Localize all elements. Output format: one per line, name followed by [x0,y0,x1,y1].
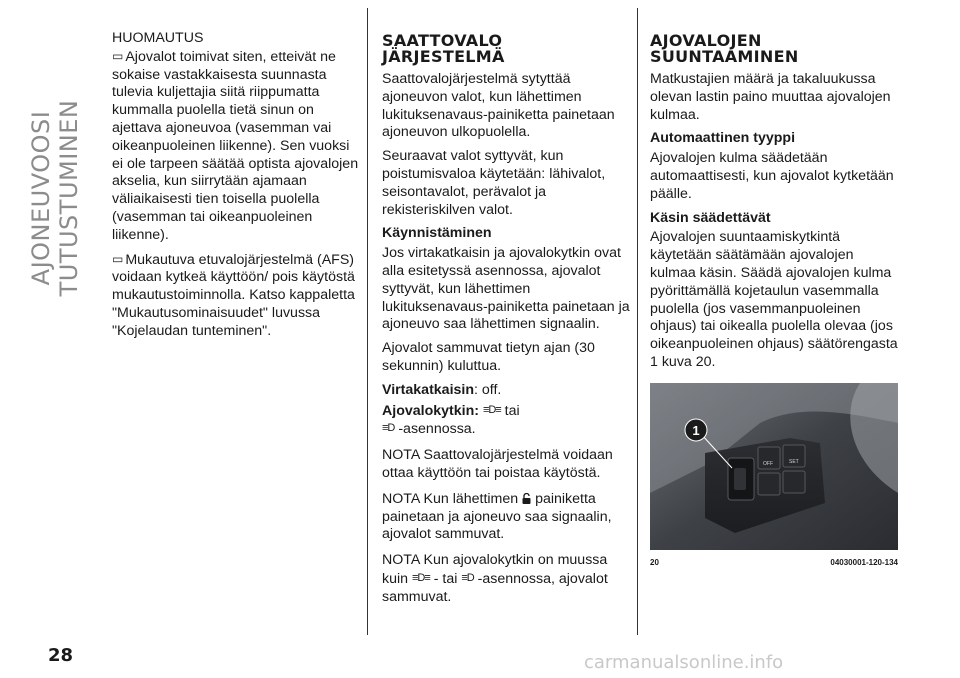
nota-2: NOTA Kun lähettimen painiketta painetaan ja ajoneuvo saa signaalin, ajovalot sammuvat. [382,490,612,543]
note-bullet-icon: ▭ [112,251,124,266]
paragraph: Ajovalojen kulma säädetään automaattisesti, kun ajovalot kytketään päälle. [650,150,894,202]
figure-number: 20 [650,558,659,567]
callout-number: 1 [692,423,700,438]
subheading: Käsin säädettävät [650,209,771,226]
paragraph: Seuraavat valot syttyvät, kun poistumisvaloa käytetään: lähivalot, seisontavalot, perävalot ja rekisteriskilven valot. [382,148,606,218]
section-heading: AJOVALOJEN SUUNTAAMINEN [650,31,799,66]
dashboard-photo [650,383,898,550]
low-beam-icon: ≡D [382,422,395,435]
chapter-side-title: AJONEUVOOSI TUTUSTUMINEN [27,99,83,297]
note-paragraph: ▭ Mukautuva etuvalojärjestelmä (AFS) voidaan kytkeä käyttöön/ pois käytöstä mukautustoiminnolla. Katso kappaletta "Mukautusominaisuudet" luvussa "Kojelaudan tunteminen". [112,251,355,339]
note-heading: HUOMAUTUS [112,30,204,46]
watermark: carmanualsonline.info [584,652,784,673]
button-set-label: SET [789,459,799,465]
parking-lights-icon: ≡D≡ [482,403,501,416]
figure-code: 04030001-120-134 [830,558,898,567]
button-off-label: OFF [763,461,773,467]
page-number: 28 [48,645,74,666]
column-divider [367,8,368,635]
subheading: Automaattinen tyyppi [650,130,796,147]
paragraph: Jos virtakatkaisin ja ajovalokytkin ovat alla esitetyssä asennossa, ajovalot syttyvät, kun lähettimen lukituksenavaus-painiketta painetaan ja ajoneuvo saa lähettimen signaalin. [382,245,630,333]
subheading: Käynnistäminen [382,225,492,242]
nota-3: NOTA Kun ajovalokytkin on muussa kuin ≡D≡ - tai ≡D -asennossa, ajovalot sammuvat. [382,552,608,605]
section-heading: SAATTOVALO JÄRJESTELMÄ [382,31,505,66]
dashboard-illustration [650,383,898,550]
unlock-icon [522,493,531,504]
column-divider [637,8,638,635]
nota-1: NOTA Saattovalojärjestelmä voidaan ottaa käyttöön tai poistaa käytöstä. [382,447,613,481]
low-beam-icon: ≡D [461,571,474,584]
note-paragraph: ▭ Ajovalot toimivat siten, etteivät ne sokaise vastakkaisesta suunnasta tulevia kuljettajia siitä riippumatta kummalla puolella tietä sinun on ajettava ajoneuvoa (vasemman vai oikeanpuoleinen liikenne). Sen vuoksi ei ole tarpeen säätää optista ajovalojen akselia, kun siirrytään ajamaan väliaikaisesti tien toisella puolella (vasemman tai oikeanpuoleinen liikenne). [112,48,359,243]
column-1 [112,30,362,347]
condition-headlight-switch: Ajovalokytkin: ≡D≡ tai ≡D -asennossa. [382,402,520,438]
condition-ignition: Virtakatkaisin: off. [382,381,502,398]
paragraph: Matkustajien määrä ja takaluukussa olevan lastin paino muuttaa ajovalojen kulmaa. [650,71,891,123]
parking-lights-icon: ≡D≡ [411,571,430,584]
paragraph: Ajovalojen suuntaamiskytkintä käytetään säätämään ajovalojen kulmaa käsin. Säädä ajovalojen kulma pyörittämällä kojetaulun vasemmalla puolella (jos vasemmanpuoleinen ohjaus) tai oikealla puolella olevaa (jos oikeanpuoleinen ohjaus) säätörengasta 1 kuva 20. [650,229,898,370]
paragraph: Saattovalojärjestelmä sytyttää ajoneuvon valot, kun lähettimen lukituksenavaus-painiketta painetaan ajoneuvon ulkopuolella. [382,71,615,141]
figure-caption [650,558,898,567]
note-bullet-icon: ▭ [112,48,124,63]
column-2 [382,30,630,613]
column-3 [650,30,900,378]
paragraph: Ajovalot sammuvat tietyn ajan (30 sekunnin) kuluttua. [382,340,595,374]
